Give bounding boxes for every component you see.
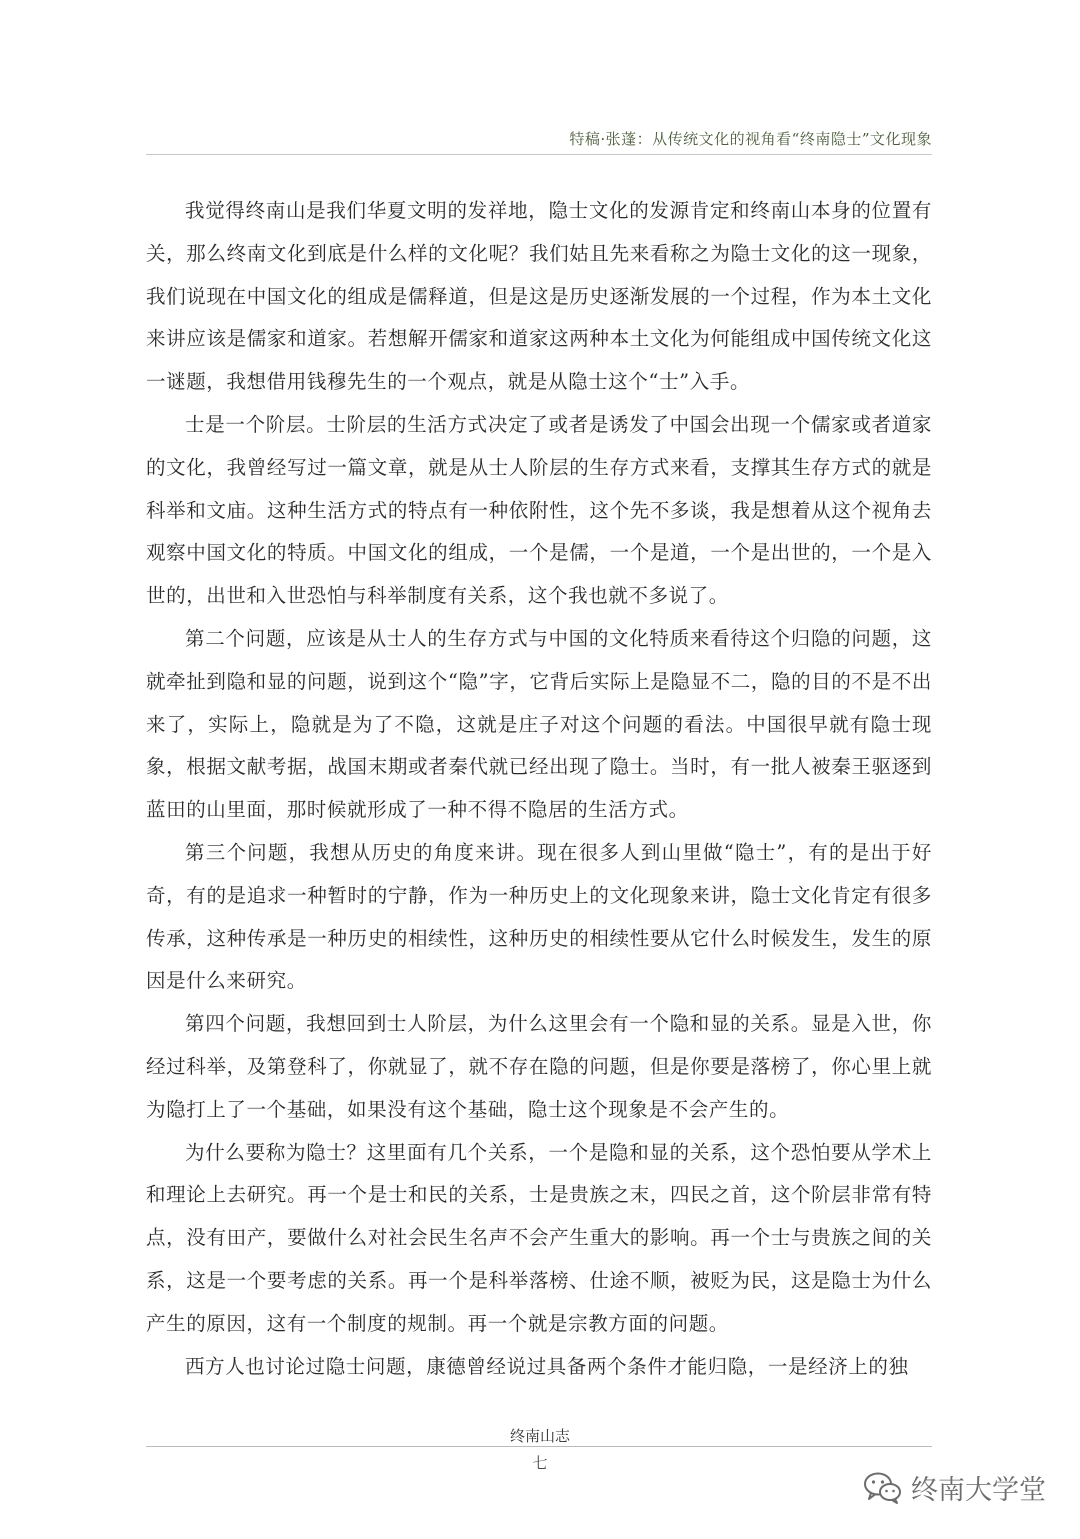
paragraph: 第四个问题，我想回到士人阶层，为什么这里会有一个隐和显的关系。显是入世，你经过科举，及第登科了，你就显了，就不存在隐的问题，但是你要是落榜了，你心里上就为隐打上了一个基础，如果没有这个基础，隐士这个现象是不会产生的。 xyxy=(146,1012,932,1121)
paragraph: 我觉得终南山是我们华夏文明的发祥地，隐士文化的发源肯定和终南山本身的位置有关，那么终南文化到底是什么样的文化呢？我们姑且先来看称之为隐士文化的这一现象，我们说现在中国文化的组成是儒释道，但是这是历史逐渐发展的一个过程，作为本土文化来讲应该是儒家和道家。若想解开儒家和道家这两种本土文化为何能组成中国传统文化这一谜题，我想借用钱穆先生的一个观点，就是从隐士这个“士”入手。 xyxy=(146,199,932,394)
footer-publication-title: 终南山志 xyxy=(509,1427,570,1445)
paragraph: 第二个问题，应该是从士人的生存方式与中国的文化特质来看待这个归隐的问题，这就牵扯到隐和显的问题，说到这个“隐”字，它背后实际上是隐显不二，隐的目的不是不出来了，实际上，隐就是为了不隐，这就是庄子对这个问题的看法。中国很早就有隐士现象，根据文献考据，战国末期或者秦代就已经出现了隐士。当时，有一批人被秦王驱逐到蓝田的山里面，那时候就形成了一种不得不隐居的生活方式。 xyxy=(146,626,932,822)
page-number: 七 xyxy=(532,1454,548,1472)
watermark-account-name: 终南大学堂 xyxy=(911,1475,1046,1506)
paragraph: 为什么要称为隐士？这里面有几个关系，一个是隐和显的关系，这个恐怕要从学术上和理论上去研究。再一个是士和民的关系，士是贵族之末，四民之首，这个阶层非常有特点，没有田产，要做什么对社会民生名声不会产生重大的影响。再一个士与贵族之间的关系，这是一个要考虑的关系。再一个是科举落榜、仕途不顺，被贬为民，这是隐士为什么产生的原因，这有一个制度的规制。再一个就是宗教方面的问题。 xyxy=(146,1140,932,1335)
running-header: 特稿·张蓬：从传统文化的视角看“终南隐士”文化现象 xyxy=(569,130,932,148)
paragraph: 士是一个阶层。士阶层的生活方式决定了或者是诱发了中国会出现一个儒家或者道家的文化，我曾经写过一篇文章，就是从士人阶层的生存方式来看，支撑其生存方式的就是科举和文庙。这种生活方式的特点有一种依附性，这个先不多谈，我是想着从这个视角去观察中国文化的特质。中国文化的组成，一个是儒，一个是道，一个是出世的，一个是入世的，出世和入世恐怕与科举制度有关系，这个我也就不多说了。 xyxy=(146,412,932,608)
wechat-icon xyxy=(863,1471,903,1505)
wechat-watermark xyxy=(863,1468,1046,1507)
article-body xyxy=(146,190,932,1388)
paragraph: 西方人也讨论过隐士问题，康德曾经说过具备两个条件才能归隐，一是经济上的独 xyxy=(185,1354,909,1378)
header-divider xyxy=(146,154,932,155)
paragraph: 第三个问题，我想从历史的角度来讲。现在很多人到山里做“隐士”，有的是出于好奇，有的是追求一种暂时的宁静，作为一种历史上的文化现象来讲，隐士文化肯定有很多传承，这种传承是一种历史的相续性，这种历史的相续性要从它什么时候发生，发生的原因是什么来研究。 xyxy=(146,840,932,993)
footer-divider xyxy=(146,1446,932,1447)
